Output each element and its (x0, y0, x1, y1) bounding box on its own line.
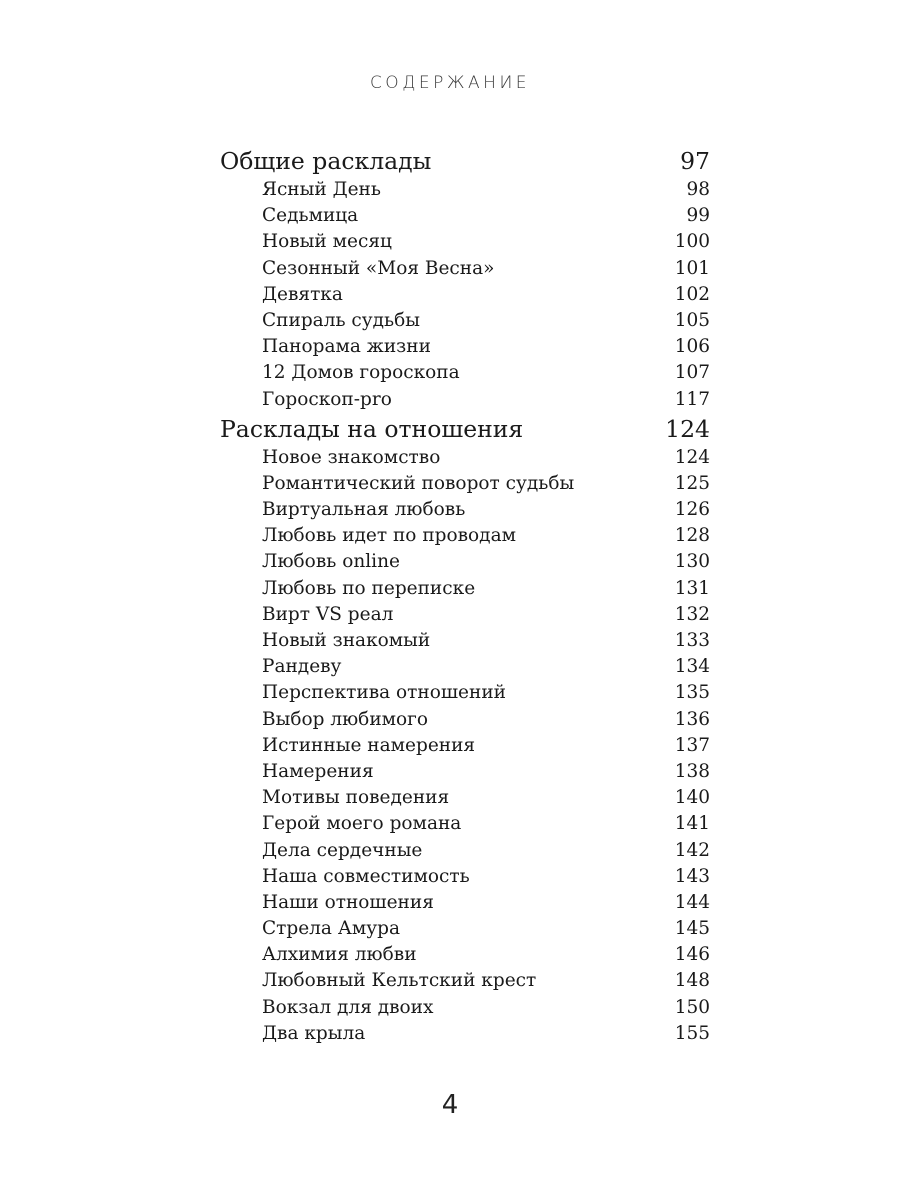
toc-entry[interactable] (220, 256, 710, 282)
toc-entry[interactable] (220, 282, 710, 308)
toc-entry[interactable] (220, 759, 710, 785)
toc-entry-title: Панорама жизни (262, 336, 431, 358)
toc-entry[interactable] (220, 628, 710, 654)
toc-entry[interactable] (220, 471, 710, 497)
toc-entry-page: 145 (674, 918, 710, 940)
toc-section-title: Расклады на отношения (220, 414, 524, 443)
toc-entry[interactable] (220, 549, 710, 575)
toc-entry[interactable] (220, 602, 710, 628)
toc-entry-title: Наша совместимость (262, 865, 470, 887)
toc-entry-page: 150 (674, 996, 710, 1018)
toc-entry-title: Новый знакомый (262, 630, 431, 651)
toc-entry-page: 98 (686, 179, 710, 200)
toc-section-page: 124 (665, 414, 710, 443)
toc-entry-page: 117 (674, 388, 710, 410)
toc-entry-title: 12 Домов гороскопа (262, 362, 460, 384)
toc-entry[interactable] (220, 707, 710, 733)
toc-entry-page: 155 (674, 1022, 710, 1044)
toc-entry-page: 102 (674, 283, 710, 305)
toc-entry-page: 138 (674, 760, 710, 782)
toc-entry[interactable] (220, 811, 710, 837)
toc-entry-title: Спираль судьбы (262, 309, 420, 331)
toc-entry-page: 99 (686, 205, 710, 227)
toc-entry[interactable] (220, 864, 710, 890)
toc-entry-page: 148 (674, 970, 710, 992)
toc-entry-title: Намерения (262, 760, 374, 782)
toc-entry[interactable] (220, 890, 710, 916)
toc-entry-page: 126 (674, 499, 710, 521)
toc-entry-page: 133 (674, 630, 710, 651)
toc-entry-title: Девятка (262, 283, 343, 305)
toc-entry-title: Романтический поворот судьбы (262, 472, 575, 494)
toc-entry-page: 137 (674, 734, 710, 756)
toc-entry-page: 132 (674, 603, 710, 625)
toc-entry-title: Любовь идет по проводам (262, 525, 516, 547)
toc-entry-title: Алхимия любви (262, 944, 417, 966)
toc-entry-page: 143 (674, 865, 710, 887)
toc-entry-page: 106 (674, 336, 710, 358)
toc-entry-title: Ясный День (262, 179, 381, 200)
toc-entry[interactable] (220, 785, 710, 811)
toc-entry-page: 128 (674, 525, 710, 547)
toc-entry-title: Сезонный «Моя Весна» (262, 257, 495, 279)
toc-entry-title: Любовь online (262, 551, 400, 573)
toc-entry-title: Виртуальная любовь (262, 499, 466, 521)
toc-entry[interactable] (220, 576, 710, 602)
toc-section-title: Общие расклады (220, 147, 432, 175)
toc-entry-title: Гороскоп-pro (262, 388, 392, 410)
toc-entry-title: Седьмица (262, 205, 359, 227)
toc-entry-page: 105 (674, 309, 710, 331)
toc-entry-title: Вокзал для двоих (262, 996, 434, 1018)
toc-entry[interactable] (220, 838, 710, 864)
toc-entry-page: 141 (674, 813, 710, 835)
toc-section-page: 97 (680, 147, 710, 175)
toc-entry[interactable] (220, 334, 710, 360)
toc-entry-title: Вирт VS реал (262, 603, 394, 625)
toc-entry[interactable] (220, 654, 710, 680)
table-of-contents (220, 145, 710, 1047)
toc-entry-title: Дела сердечные (262, 839, 423, 861)
toc-entry-title: Выбор любимого (262, 708, 429, 730)
page-number: 4 (441, 1090, 459, 1120)
toc-section-heading[interactable] (220, 145, 710, 177)
toc-entry[interactable] (220, 203, 710, 229)
toc-entry-page: 146 (674, 944, 710, 966)
toc-entry-page: 107 (674, 362, 710, 384)
running-head-title: СОДЕРЖАНИЕ (369, 73, 531, 93)
toc-entry-title: Новое знакомство (262, 446, 441, 468)
toc-entry[interactable] (220, 308, 710, 334)
toc-entry-title: Мотивы поведения (262, 787, 450, 809)
toc-entry-page: 134 (674, 656, 710, 678)
toc-entry-title: Наши отношения (262, 891, 434, 913)
toc-entry-title: Рандеву (262, 656, 342, 678)
toc-section-heading[interactable] (220, 413, 710, 445)
toc-entry[interactable] (220, 733, 710, 759)
toc-entry[interactable] (220, 360, 710, 386)
toc-entry-page: 144 (674, 891, 710, 913)
toc-entry-title: Истинные намерения (262, 734, 476, 756)
toc-entry[interactable] (220, 229, 710, 255)
toc-entry[interactable] (220, 916, 710, 942)
toc-entry-title: Герой моего романа (262, 813, 462, 835)
toc-entry[interactable] (220, 387, 710, 413)
toc-entry-page: 131 (674, 577, 710, 599)
toc-entry-page: 136 (674, 708, 710, 730)
toc-entry[interactable] (220, 497, 710, 523)
toc-entry-page: 135 (674, 682, 710, 704)
toc-entry-title: Любовный Кельтский крест (262, 970, 537, 992)
toc-entry[interactable] (220, 177, 710, 203)
toc-entry-title: Два крыла (262, 1022, 366, 1044)
toc-entry[interactable] (220, 445, 710, 471)
toc-entry[interactable] (220, 680, 710, 706)
toc-entry-title: Новый месяц (262, 231, 392, 253)
toc-entry-page: 130 (674, 551, 710, 573)
toc-entry-page: 125 (674, 472, 710, 494)
toc-entry-page: 101 (674, 257, 710, 279)
toc-entry[interactable] (220, 995, 710, 1021)
toc-entry-title: Любовь по переписке (262, 577, 476, 599)
toc-entry-title: Перспектива отношений (262, 682, 506, 704)
toc-entry[interactable] (220, 942, 710, 968)
toc-entry[interactable] (220, 968, 710, 994)
toc-entry-page: 142 (674, 839, 710, 861)
toc-entry[interactable] (220, 1021, 710, 1047)
toc-entry-title: Стрела Амура (262, 918, 401, 940)
toc-entry-page: 140 (674, 787, 710, 809)
toc-entry-page: 100 (674, 231, 710, 253)
toc-entry[interactable] (220, 523, 710, 549)
toc-entry-page: 124 (674, 446, 710, 468)
